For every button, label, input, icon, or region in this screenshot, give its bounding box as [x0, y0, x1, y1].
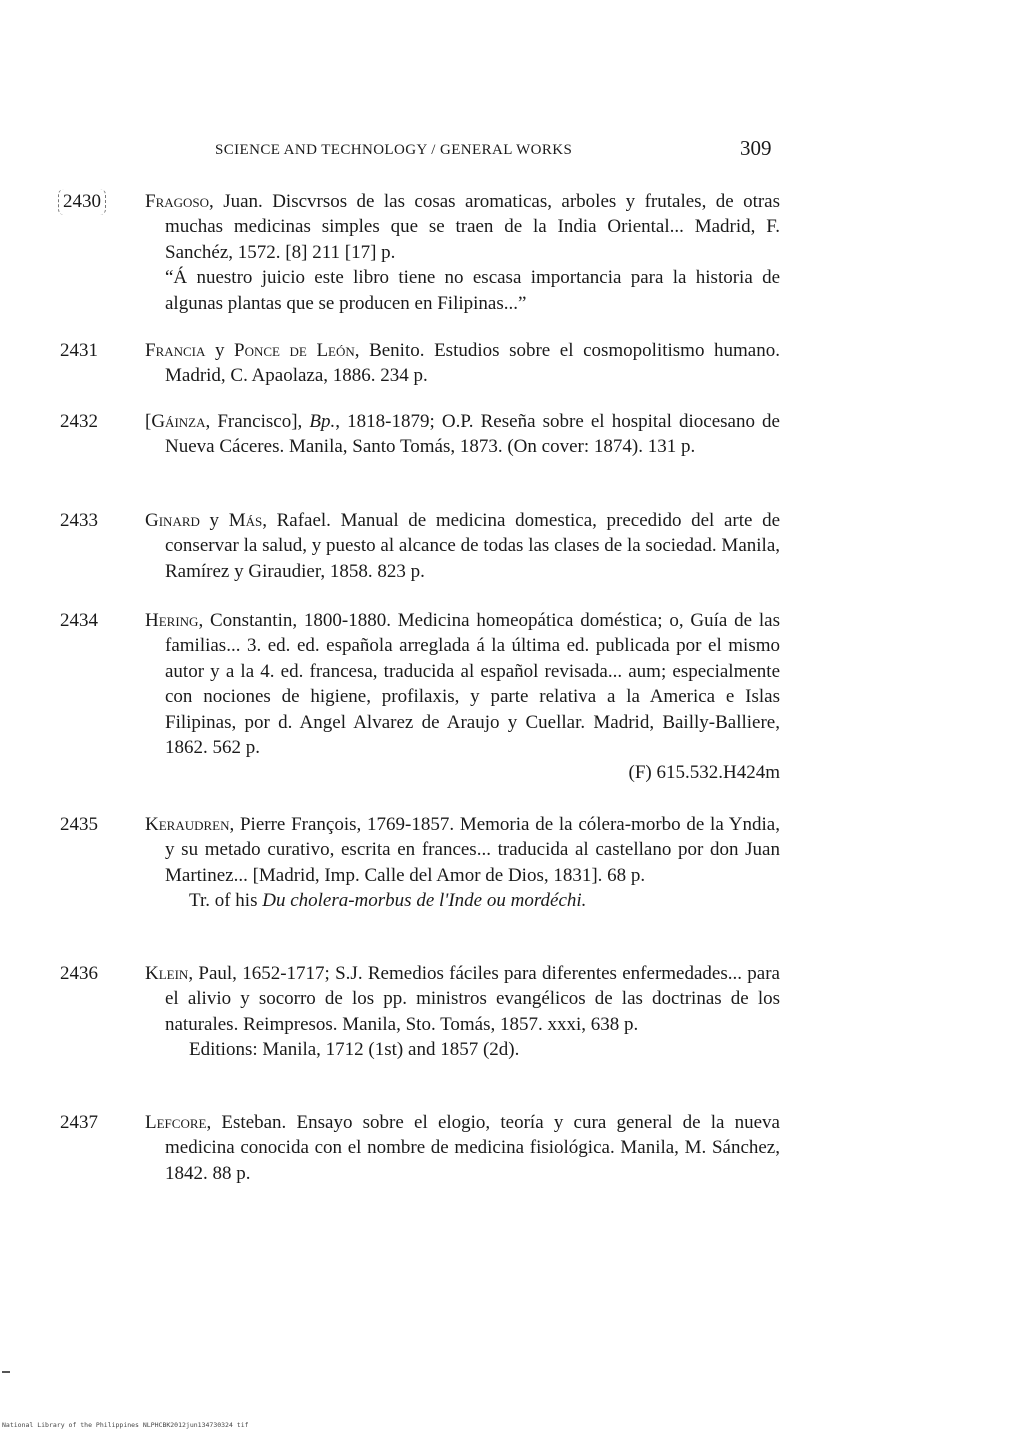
entry-author-second: Más	[228, 510, 263, 531]
entry-note: “Á nuestro juicio este libro tiene no escasa importancia para la historia de algunas plantas que se producen en Filipinas...”	[165, 267, 780, 314]
entry-text: Medicina homeopática doméstica; o, Guía de las familias... 3. ed. ed. española arreglada á la última ed. publicada por el mismo autor y a la 4. ed. francesa, traducida al español revisada... aum; especialmente con nociones de higiene, profilaxis, y parte relativa a la America e Islas Filipinas, por d. Angel Alvarez de Araujo y Cuellar. Madrid, Bailly-Balliere, 1862. 562 p.	[165, 610, 780, 759]
entry-author-second: Ponce de León	[234, 340, 355, 361]
entry-text: Estudios sobre el cosmopolitismo humano. Madrid, C. Apaolaza, 1886. 234 p.	[165, 340, 780, 387]
entry-citation: Klein, Paul, 1652-1717; S.J. Remedios fáciles para diferentes enfermedades... para el alivio y socorro de los pp. ministros evangélicos de las doctrinas de los naturales. Reimpresos. Manila, Sto. Tomás, 1857. xxxi, 638 p.	[145, 963, 780, 1035]
entry-body	[145, 409, 780, 460]
entry-author: Hering	[145, 610, 199, 631]
entry-number: 2430	[58, 189, 106, 215]
entry-number: 2436	[60, 963, 98, 984]
entry-body	[145, 812, 780, 914]
entry-body	[145, 961, 780, 1063]
entry-number: 2437	[60, 1112, 98, 1133]
scan-mark	[2, 1371, 10, 1373]
entry-citation: Fragoso, Juan. Discvrsos de las cosas aromaticas, arboles y frutales, de otras muchas medicinas simples que se traen de la India Oriental... Madrid, F. Sanchéz, 1572. [8] 211 [17] p.	[145, 191, 781, 263]
entry-citation: Keraudren, Pierre François, 1769-1857. Memoria de la cólera-morbo de la Yndia, y su metado curativo, escrita en frances... traducida al castellano por don Juan Martinez... [Madrid, Imp. Calle del Amor de Dios, 1831]. 68 p.	[145, 814, 780, 886]
scan-footer: National Library of the Philippines NLPHCBK2012jun134730324 tif	[2, 1421, 249, 1429]
entry-author: Lefcore	[145, 1112, 207, 1133]
entry-number: 2434	[60, 610, 98, 631]
entry-text: Remedios fáciles para diferentes enfermedades... para el alivio y socorro de los pp. ministros evangélicos de las doctrinas de los naturales. Reimpresos. Manila, Sto. Tomás, 1857. xxxi, 638 p.	[165, 963, 780, 1035]
entry-citation: Francia y Ponce de León, Benito. Estudios sobre el cosmopolitismo humano. Madrid, C. Apaolaza, 1886. 234 p.	[145, 340, 780, 387]
entry-note: Editions: Manila, 1712 (1st) and 1857 (2d).	[189, 1039, 520, 1061]
page-number: 309	[740, 136, 772, 160]
running-head: SCIENCE AND TECHNOLOGY / GENERAL WORKS	[215, 142, 573, 158]
entry-text: Manual de medicina domestica, precedido del arte de conservar la salud, y puesto al alcance de todas las clases de la sociedad. Manila, Ramírez y Giraudier, 1858. 823 p.	[165, 510, 781, 582]
entry-text: , 1818-1879; O.P. Reseña sobre el hospital diocesano de Nueva Cáceres. Manila, Santo Tomás, 1873. (On cover: 1874). 131 p.	[165, 411, 780, 458]
entry-number: 2435	[60, 814, 98, 835]
entry-author: Ginard	[145, 510, 200, 531]
entry-citation: Hering, Constantin, 1800-1880. Medicina homeopática doméstica; o, Guía de las familias... 3. ed. ed. española arreglada á la última ed. publicada por el mismo autor y a la 4. ed. francesa, traducida al español revisada... aum; especialmente con nociones de higiene, profilaxis, y parte relativa a la America e Islas Filipinas, por d. Angel Alvarez de Araujo y Cuellar. Madrid, Bailly-Balliere, 1862. 562 p.	[145, 610, 780, 759]
entry-author: Fragoso	[145, 191, 210, 212]
entry-citation: Lefcore, Esteban. Ensayo sobre el elogio, teoría y cura general de la nueva medicina conocida con el nombre de medicina fisiológica. Manila, M. Sánchez, 1842. 88 p.	[145, 1112, 780, 1184]
entry-body	[145, 189, 780, 316]
entry-number: 2431	[60, 340, 98, 361]
entry-note: Tr. of his Du cholera-morbus de l'Inde ou mordéchi.	[189, 890, 587, 912]
entry-citation: [Gáinza, Francisco], Bp., 1818-1879; O.P. Reseña sobre el hospital diocesano de Nueva Cáceres. Manila, Santo Tomás, 1873. (On cover: 1874). 131 p.	[145, 411, 780, 458]
entry-body	[145, 608, 780, 786]
entry-number: 2432	[60, 411, 98, 432]
entry-body	[145, 1110, 780, 1186]
entry-author: Francia	[145, 340, 206, 361]
call-number: (F) 615.532.H424m	[628, 762, 780, 784]
entry-author: Klein	[145, 963, 189, 984]
entry-author: Gáinza	[151, 411, 206, 432]
entry-text: Discvrsos de las cosas aromaticas, arboles y frutales, de otras muchas medicinas simples que se traen de la India Oriental... Madrid, F. Sanchéz, 1572. [8] 211 [17] p.	[165, 191, 781, 263]
entry-text: Ensayo sobre el elogio, teoría y cura general de la nueva medicina conocida con el nombre de medicina fisiológica. Manila, M. Sánchez, 1842. 88 p.	[165, 1112, 780, 1184]
entry-citation: Ginard y Más, Rafael. Manual de medicina domestica, precedido del arte de conservar la salud, y puesto al alcance de todas las clases de la sociedad. Manila, Ramírez y Giraudier, 1858. 823 p.	[145, 510, 781, 582]
entry-body	[145, 508, 780, 584]
entry-body	[145, 338, 780, 389]
entry-author: Keraudren	[145, 814, 230, 835]
entry-number: 2433	[60, 510, 98, 531]
entry-text: Memoria de la cólera-morbo de la Yndia, y su metado curativo, escrita en frances... traducida al castellano por don Juan Martinez... [Madrid, Imp. Calle del Amor de Dios, 1831]. 68 p.	[165, 814, 780, 886]
